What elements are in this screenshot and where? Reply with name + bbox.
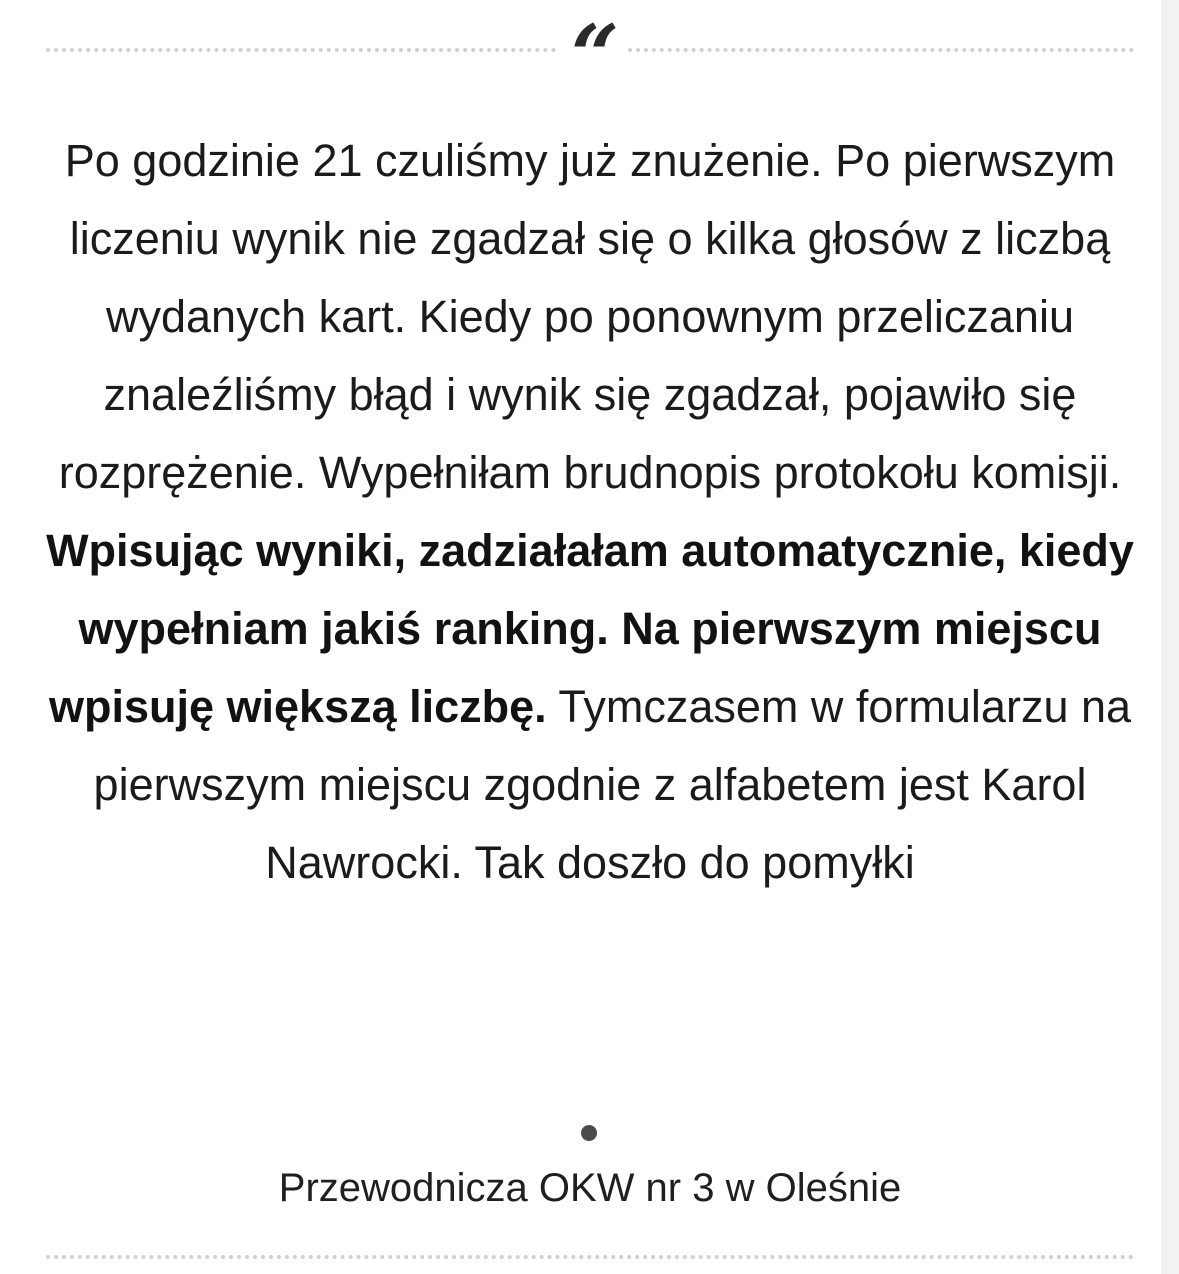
right-edge-strip [1161,0,1179,1274]
dotted-divider-bottom [46,1255,1134,1259]
quote-text-part-1: Po godzinie 21 czuliśmy już znużenie. Po pierwszym liczeniu wynik nie zgadzał się o kilka głosów z liczbą wydanych kart. Kiedy po ponownym przeliczaniu znaleźliśmy błąd i wynik się zgadzał, pojawiło się rozprężenie. Wypełniłam brudnopis protokołu komisji. [58,135,1122,498]
quotation-mark-icon: “ [570,6,614,105]
dotted-divider-top-left [46,48,556,52]
quote-text-part-2: Tymczasem w formularzu na pierwszym miejscu zgodnie z alfabetem jest Karol Nawrocki. Tak doszło do pomyłki [93,681,1132,888]
quote-text [46,122,1134,902]
quote-text-bold: Wpisując wyniki, zadziałałam automatycznie, kiedy wypełniam jakiś ranking. Na pierwszym miejscu wpisuję większą liczbę. [46,525,1134,732]
dotted-divider-top-right [628,48,1134,52]
separator-dot [581,1125,597,1141]
quote-attribution: Przewodnicza OKW nr 3 w Oleśnie [278,1166,902,1210]
